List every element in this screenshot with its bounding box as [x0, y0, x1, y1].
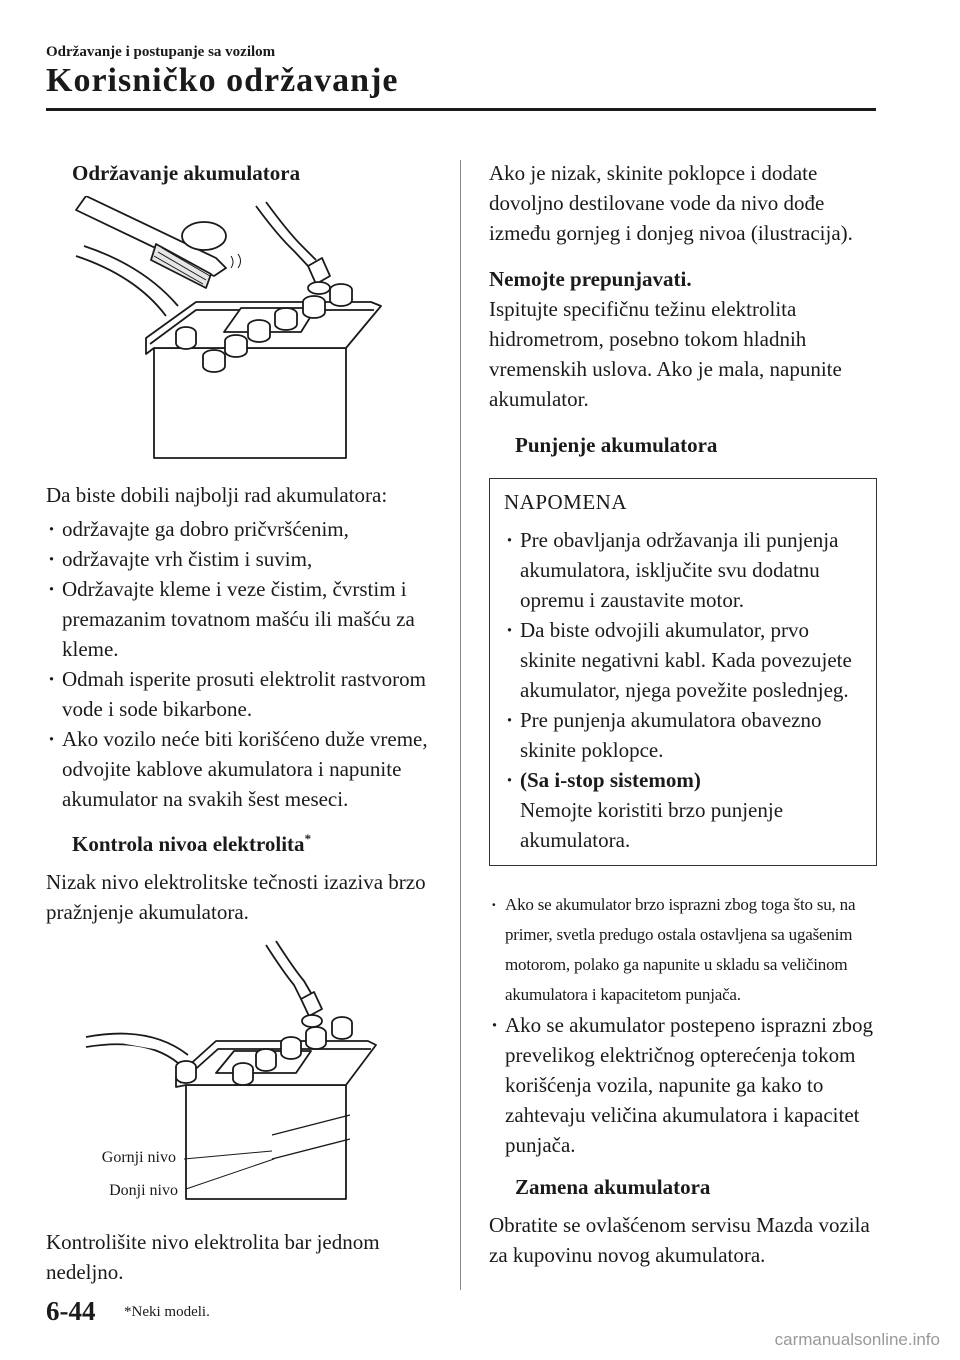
- list-item: · Da biste odvojili akumulator, prvo skinite negativni kabl. Kada povezujete akumulator, njega povežite poslednjeg.: [504, 615, 864, 705]
- section-title-charging: Punjenje akumulatora: [515, 433, 718, 457]
- check-level-text: Kontrolišite nivo elektrolita bar jednom nedeljno.: [46, 1230, 380, 1284]
- breadcrumb: Održavanje i postupanje sa vozilom: [46, 44, 276, 60]
- left-column: [46, 158, 441, 1287]
- maintenance-list: [46, 514, 441, 814]
- section-title-replacement: Zamena akumulatora: [515, 1175, 711, 1199]
- charging-list-2: [489, 1010, 877, 1160]
- watermark: carmanualsonline.info: [774, 1330, 940, 1349]
- refill-text: Ako je nizak, skinite poklopce i dodate dovoljno destilovane vode da nivo dođe između gornjeg i donjeg nivoa (ilustracija).: [489, 161, 853, 245]
- overfill-warning: Nemojte prepunjavati.: [489, 267, 692, 291]
- chapter-title: Korisničko održavanje: [46, 62, 399, 99]
- note-title: NAPOMENA: [504, 490, 628, 514]
- section-title-electrolyte-level: Kontrola nivoa elektrolita*: [72, 831, 312, 856]
- electrolyte-level-illustration: [46, 937, 441, 1207]
- charging-list: [489, 890, 877, 1010]
- list-item: · održavajte ga dobro pričvršćenim,: [46, 514, 441, 544]
- list-item: · Ako vozilo neće biti korišćeno duže vreme, odvojite kablove akumulatora i napunite akumulator na svakih šest meseci.: [46, 724, 441, 814]
- electrolyte-text: Nizak nivo elektrolitske tečnosti izaziva brzo pražnjenje akumulatora.: [46, 870, 426, 924]
- replacement-text: Obratite se ovlašćenom servisu Mazda vozila za kupovinu novog akumulatora.: [489, 1213, 870, 1267]
- battery-brush-illustration: [46, 196, 441, 466]
- list-item: · (Sa i-stop sistemom) Nemojte koristiti brzo punjenje akumulatora.: [504, 765, 864, 855]
- list-item: · Odmah isperite prosuti elektrolit rastvorom vode i sode bikarbone.: [46, 664, 441, 724]
- intro-text: Da biste dobili najbolji rad akumulatora:: [46, 483, 388, 507]
- right-column: [489, 158, 877, 1270]
- section-title-battery-maintenance: Održavanje akumulatora: [72, 161, 301, 185]
- list-item: · Pre punjenja akumulatora obavezno skinite poklopce.: [504, 705, 864, 765]
- list-item: · Pre obavljanja održavanja ili punjenja akumulatora, isključite svu dodatnu opremu i zaustavite motor.: [504, 525, 864, 615]
- note-list: [504, 525, 864, 855]
- upper-level-label: Gornji nivo: [101, 1149, 176, 1166]
- column-divider: [460, 160, 461, 1290]
- list-item: · Ako se akumulator brzo isprazni zbog toga što su, na primer, svetla predugo ostala ostavljena sa ugašenim motorom, polako ga napunite u skladu sa veličinom akumulatora i kapacitetom punjača.: [489, 890, 877, 1010]
- list-item: · Ako se akumulator postepeno isprazni zbog prevelikog električnog opterećenja tokom korišćenja vozila, napunite ga kako to zahtevaju veličina akumulatora i kapacitet punjača.: [489, 1010, 877, 1160]
- lower-level-label: Donji nivo: [109, 1182, 178, 1199]
- list-item: · Održavajte kleme i veze čistim, čvrstim i premazanim tovatnom mašću ili mašću za kleme.: [46, 574, 441, 664]
- page-number: 6-44: [46, 1296, 96, 1326]
- note-box: [489, 478, 877, 866]
- hydrometer-text: Ispitujte specifičnu težinu elektrolita hidrometrom, posebno tokom hladnih vremenskih uslova. Ako je mala, napunite akumulator.: [489, 297, 842, 411]
- header-rule: [46, 108, 876, 111]
- footnote: *Neki modeli.: [124, 1304, 210, 1320]
- list-item: · održavajte vrh čistim i suvim,: [46, 544, 441, 574]
